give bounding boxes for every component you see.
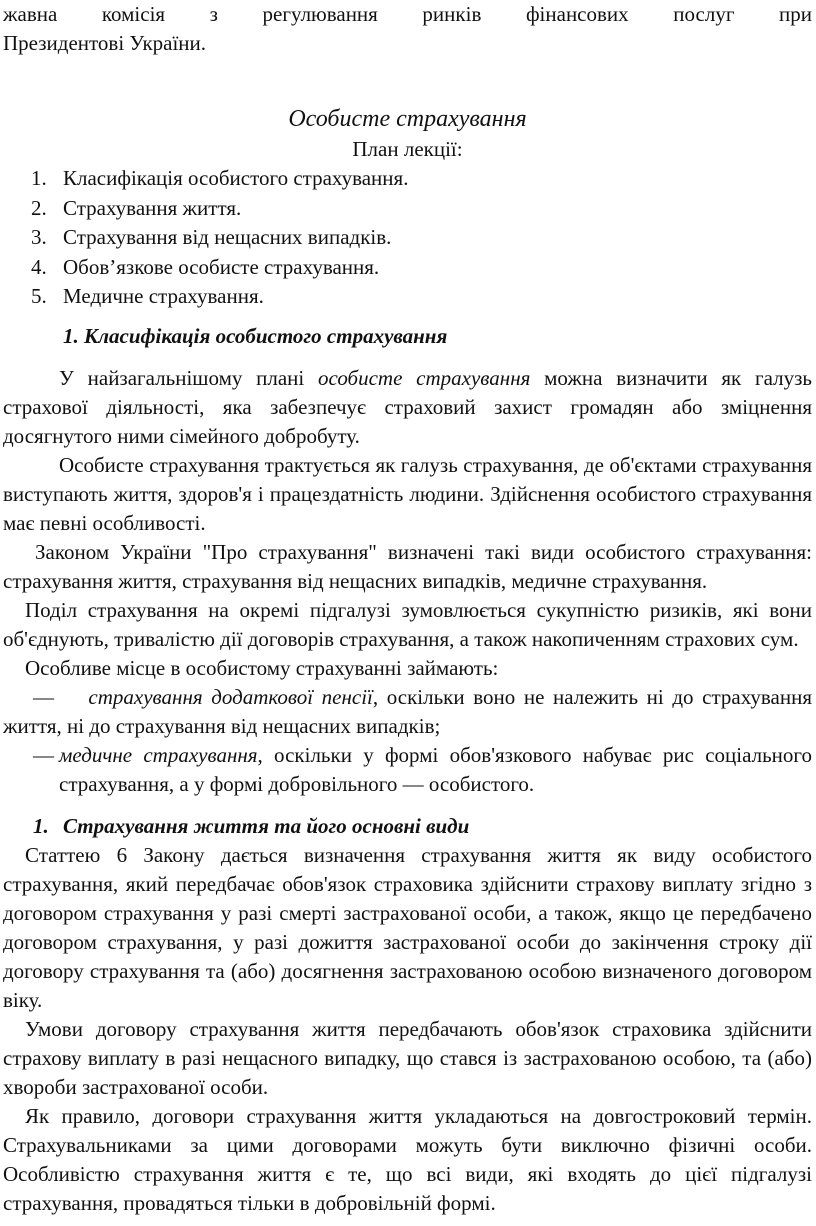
dash-bullet: — bbox=[33, 684, 54, 709]
paragraph-text: можна визначити як галузь страхової діяльності, яка забезпечує страховий захист громадян або зміцнення досягнутого ними сімейного добробуту. bbox=[3, 365, 812, 448]
list-item-text: , оскільки у формі обов'язкового набуває рис соціального страхування, а у формі добровільного — особистого. bbox=[59, 742, 813, 796]
list-item-text: Страхування життя. bbox=[63, 195, 242, 220]
page-title: Особисте страхування bbox=[288, 106, 527, 132]
list-item-text: , оскільки воно не належить ні до страхування життя, ні до страхування від нещасних випадків; bbox=[3, 684, 812, 738]
paragraph-text: У найзагальнішому плані bbox=[59, 365, 319, 390]
list-item-text: Класифікація особистого страхування. bbox=[63, 166, 409, 190]
list-item-number: 1. bbox=[31, 166, 47, 190]
section-1-paragraph-5: Особливе місце в особистому страхуванні займають: bbox=[25, 655, 499, 680]
section-2-paragraph-1: Статтею 6 Закону дається визначення страхування життя як виду особистого страхування, який передбачає обов'язок страховика здійснити страхову виплату згідно з договором страхування у разі смерті застрахованої особи, а також, якщо це передбачено договором страхування, у разі дожиття застрахованої особи до закінчення строку дії договору страхування та (або) досягнення застрахованою особою визначеного договором віку. bbox=[3, 842, 812, 1012]
section-2-paragraph-2: Умови договору страхування життя передбачають обов'язок страховика здійснити страхову виплату в разі нещасного випадку, що стався із застрахованою особою, та (або) хвороби застрахованої особи. bbox=[3, 1016, 812, 1099]
list-item-text: Медичне страхування. bbox=[63, 284, 264, 308]
list-item-text: Страхування від нещасних випадків. bbox=[63, 225, 392, 249]
emphasis-term: медичне страхування bbox=[59, 742, 258, 767]
intro-line-1: жавна комісія з регулювання ринків фінансових послуг при bbox=[3, 2, 812, 26]
list-item bbox=[31, 164, 812, 194]
section-title: Страхування життя та його основні види bbox=[63, 813, 470, 838]
section-1-paragraph-1 bbox=[3, 364, 812, 451]
dash-bullet-wrap bbox=[3, 741, 59, 770]
list-item bbox=[31, 282, 812, 312]
plan-list bbox=[3, 164, 812, 312]
list-item-number: 2. bbox=[31, 195, 47, 220]
section-1-paragraph-2: Особисте страхування трактується як галузь страхування, де об'єктами страхування виступають життя, здоров'я і працездатність людини. Здійснення особистого страхування має певні особливості. bbox=[3, 452, 812, 535]
intro-line-2: Президентові України. bbox=[3, 31, 207, 55]
list-item-text: Обов’язкове особисте страхування. bbox=[63, 254, 380, 279]
dash-bullet: — bbox=[33, 742, 54, 767]
list-item bbox=[31, 253, 812, 283]
emphasis-term: страхування додаткової пенсії bbox=[88, 684, 373, 709]
section-2-heading bbox=[3, 812, 812, 841]
dash-list-item-1 bbox=[3, 683, 812, 741]
section-number: 1. bbox=[33, 813, 49, 838]
section-2-paragraph-3: Як правило, договори страхування життя укладаються на довгостроковий термін. Страхувальниками за цими договорами можуть бути виключно фізичні особи. Особливістю страхування життя є те, що всі види, які входять до цієї підгалузі страхування, провадяться тільки в добровільній формі. bbox=[3, 1103, 812, 1215]
plan-heading: План лекції: bbox=[352, 137, 463, 161]
list-item-number: 3. bbox=[31, 225, 47, 249]
list-item-number: 5. bbox=[31, 284, 47, 308]
section-1-paragraph-4: Поділ страхування на окремі підгалузі зумовлюється сукупністю ризиків, які вони об'єднують, тривалістю дії договорів страхування, а також накопиченням страхових сум. bbox=[3, 597, 812, 651]
dash-list-item-2 bbox=[3, 741, 812, 799]
list-item bbox=[31, 223, 812, 253]
list-item-number: 4. bbox=[31, 254, 47, 279]
list-item bbox=[31, 194, 812, 224]
section-1-paragraph-3: Законом України "Про страхування" визначені такі види особистого страхування: страхування життя, страхування від нещасних випадків, медичне страхування. bbox=[3, 539, 812, 593]
emphasis-term: особисте страхування bbox=[318, 365, 531, 390]
section-1-heading: 1. Класифікація особистого страхування bbox=[63, 323, 448, 348]
